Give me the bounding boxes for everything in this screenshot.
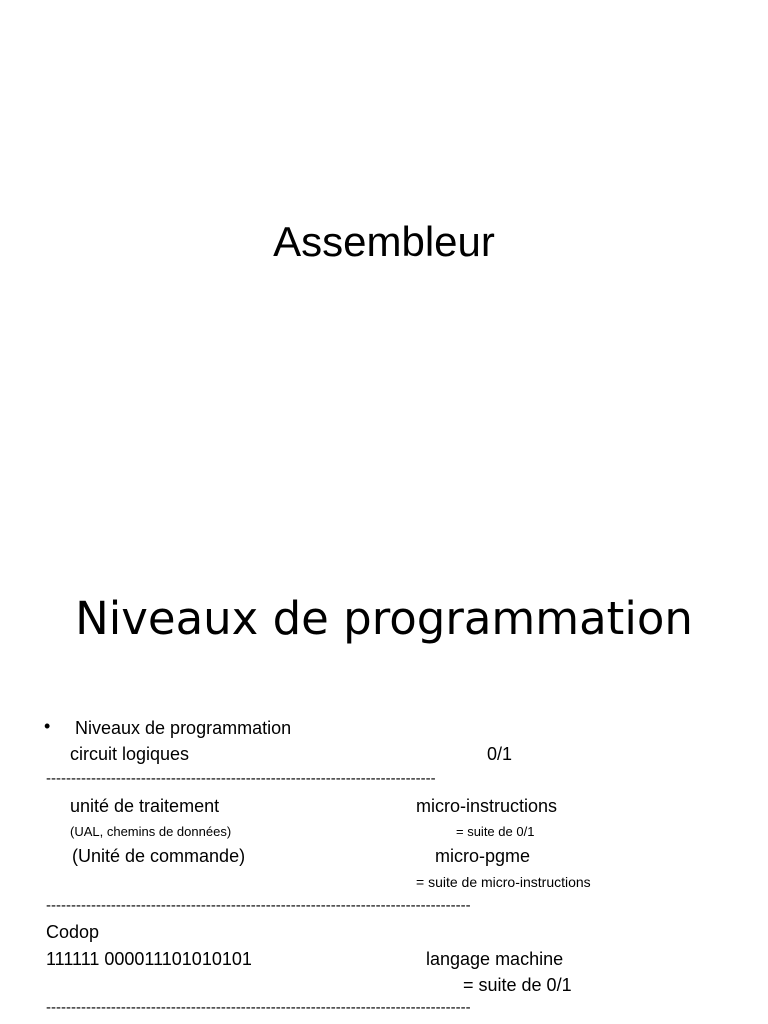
- row2-sub-right: = suite de 0/1: [456, 824, 535, 839]
- divider-1: ------------------------------------------------------------------------------: [46, 770, 436, 787]
- row4-sub-right: = suite de 0/1: [463, 975, 572, 995]
- row2-left: unité de traitement: [70, 796, 220, 816]
- divider-3: -------------------------------------------------------------------------------------: [46, 999, 471, 1016]
- row2-right: micro-instructions: [416, 796, 558, 816]
- codop-label: Codop: [46, 922, 100, 942]
- divider-2: -------------------------------------------------------------------------------------: [46, 897, 471, 914]
- bullet-text: Niveaux de programmation: [75, 718, 292, 738]
- row4-right: langage machine: [426, 949, 564, 969]
- slide-title-niveaux: Niveaux de programmation: [75, 592, 693, 645]
- bullet-icon: •: [44, 716, 51, 736]
- row1-left: circuit logiques: [70, 744, 190, 764]
- row3-left: (Unité de commande): [72, 846, 246, 866]
- row2-sub-left: (UAL, chemins de données): [70, 824, 232, 839]
- row4-left: 111111 000011101010101: [46, 949, 252, 969]
- row3-right: micro-pgme: [435, 846, 531, 866]
- slide-title-assembleur: Assembleur: [273, 218, 495, 265]
- row1-right: 0/1: [487, 744, 513, 764]
- row3-sub-right: = suite de micro-instructions: [416, 874, 591, 890]
